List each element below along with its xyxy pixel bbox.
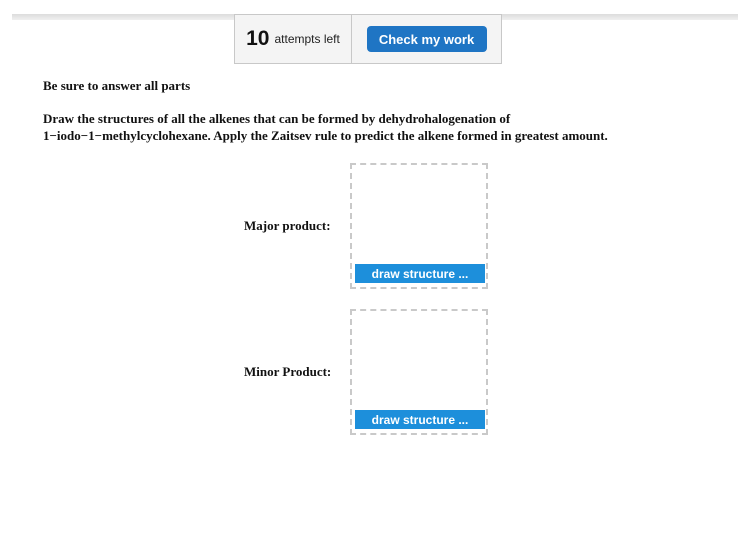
attempts-label: attempts left [274, 32, 340, 46]
major-product-drawing-area[interactable] [350, 163, 488, 289]
attempts-counter [235, 15, 352, 63]
question-text [43, 110, 723, 144]
assignment-toolbar [234, 14, 502, 64]
minor-product-label: Minor Product: [244, 364, 332, 379]
instruction-text: Be sure to answer all parts [43, 78, 191, 93]
question-line-1: Draw the structures of all the alkenes that can be formed by dehydrohalogenation of [43, 111, 511, 126]
question-line-2: 1−iodo−1−methylcyclohexane. Apply the Zaitsev rule to predict the alkene formed in greatest amount. [43, 128, 608, 143]
minor-product-drawing-area[interactable] [350, 309, 488, 435]
major-product-label: Major product: [244, 218, 331, 233]
check-my-work-button[interactable]: Check my work [367, 26, 487, 52]
draw-structure-button-major[interactable]: draw structure ... [355, 264, 485, 283]
draw-structure-button-minor[interactable]: draw structure ... [355, 410, 485, 429]
check-work-container [352, 15, 501, 63]
attempts-count: 10 [246, 27, 270, 50]
